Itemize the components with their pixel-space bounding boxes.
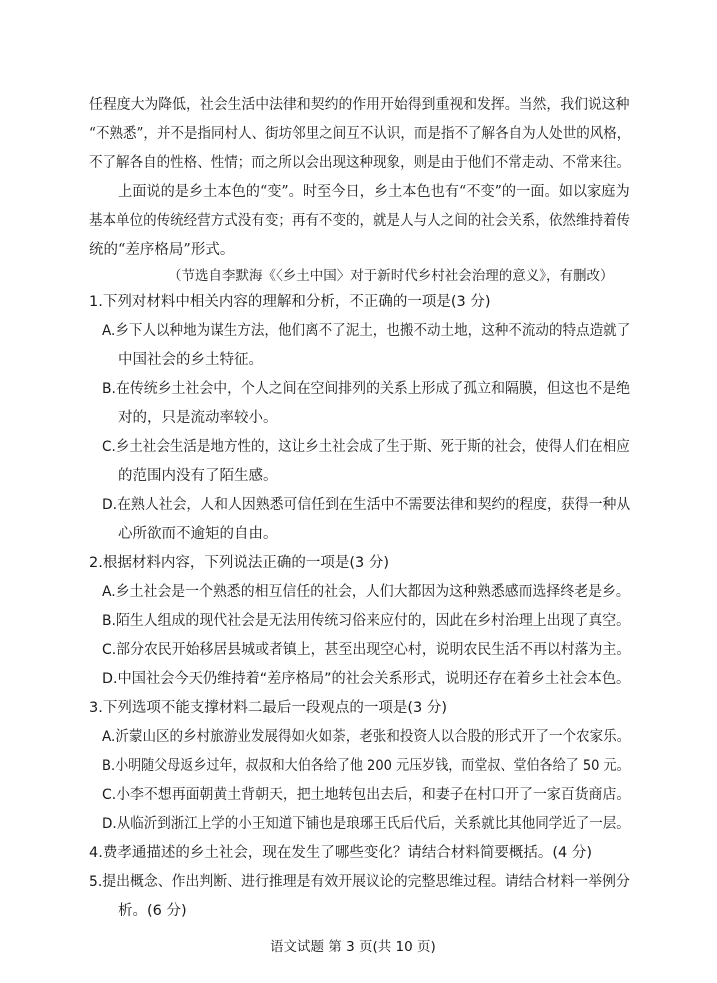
- question-1-option-a-line-2: 中国社会的乡土特征。: [118, 352, 263, 368]
- question-5-stem-line-1: 5.提出概念、作出判断、进行推理是有效开展议论的完整思维过程。请结合材料一举例分: [89, 874, 630, 890]
- passage-line-2: “不熟悉”，并不是指同村人、街坊邻里之间互不认识，而是指不了解各自为人处世的风格，: [89, 126, 631, 142]
- question-1-option-b-line-1: B.在传统乡土社会中，个人之间在空间排列的关系上形成了孤立和隔膜，但这也不是绝: [102, 381, 631, 397]
- question-3-option-a: A.沂蒙山区的乡村旅游业发展得如火如荼，老张和投资人以合股的形式开了一个农家乐。: [102, 729, 631, 745]
- question-5-stem-line-2: 析。(6 分): [118, 903, 187, 919]
- question-2-stem: 2.根据材料内容，下列说法正确的一项是(3 分): [89, 555, 389, 571]
- question-2-option-b: B.陌生人组成的现代社会是无法用传统习俗来应付的，因此在乡村治理上出现了真空。: [102, 613, 631, 629]
- passage-line-6: 统的“差序格局”形式。: [89, 242, 235, 258]
- passage-line-3: 不了解各自的性格、性情；而之所以会出现这种现象，则是由于他们不常走动、不常来往。: [89, 155, 631, 171]
- question-1-option-d-line-1: D.在熟人社会，人和人因熟悉可信任到在生活中不需要法律和契约的程度，获得一种从: [102, 497, 631, 513]
- question-1-option-c-line-2: 的范围内没有了陌生感。: [118, 468, 278, 484]
- passage-line-1: 任程度大为降低，社会生活中法律和契约的作用开始得到重视和发挥。当然，我们说这种: [89, 97, 630, 113]
- question-3-stem: 3.下列选项不能支撑材料二最后一段观点的一项是(3 分): [89, 700, 447, 716]
- question-1-option-a-line-1: A.乡下人以种地为谋生方法，他们离不了泥土，也搬不动土地，这种不流动的特点造就了: [102, 323, 631, 339]
- passage-source: （节选自李默海《〈乡土中国〉对于新时代乡村社会治理的意义》，有删改）: [168, 268, 614, 284]
- question-1-option-c-line-1: C.乡土社会生活是地方性的，这让乡土社会成了生于斯、死于斯的社会，使得人们在相应: [102, 439, 630, 455]
- question-1-option-b-line-2: 对的，只是流动率较小。: [118, 410, 278, 426]
- question-2-option-a: A.乡土社会是一个熟悉的相互信任的社会，人们大都因为这种熟悉感而选择终老是乡。: [102, 584, 630, 600]
- question-2-option-d: D.中国社会今天仍维持着“差序格局”的社会关系形式，说明还存在着乡土社会本色。: [102, 671, 631, 687]
- passage-line-4: 上面说的是乡土本色的“变”。时至今日，乡土本色也有“不变”的一面。如以家庭为: [118, 184, 630, 200]
- passage-line-5: 基本单位的传统经营方式没有变；再有不变的，就是人与人之间的社会关系，依然维持着传: [89, 213, 631, 229]
- question-1-option-d-line-2: 心所欲而不逾矩的自由。: [118, 526, 278, 542]
- question-3-option-c: C.小李不想再面朝黄土背朝天，把土地转包出去后，和妻子在村口开了一家百货商店。: [102, 787, 631, 803]
- question-4-stem: 4.费孝通描述的乡土社会，现在发生了哪些变化？请结合材料简要概括。(4 分): [89, 845, 592, 861]
- page-footer: 语文试题 第 3 页(共 10 页): [270, 939, 436, 955]
- question-3-option-d: D.从临沂到浙江上学的小王知道下铺也是琅琊王氏后代后，关系就比其他同学近了一层。: [102, 816, 630, 832]
- question-3-option-b: B.小明随父母返乡过年，叔叔和大伯各给了他 200 元压岁钱，而堂叔、堂伯各给了 50 元。: [102, 758, 630, 774]
- question-1-stem: 1.下列对材料中相关内容的理解和分析，不正确的一项是(3 分): [89, 294, 491, 310]
- question-2-option-c: C.部分农民开始移居县城或者镇上，甚至出现空心村，说明农民生活不再以村落为主。: [102, 642, 631, 658]
